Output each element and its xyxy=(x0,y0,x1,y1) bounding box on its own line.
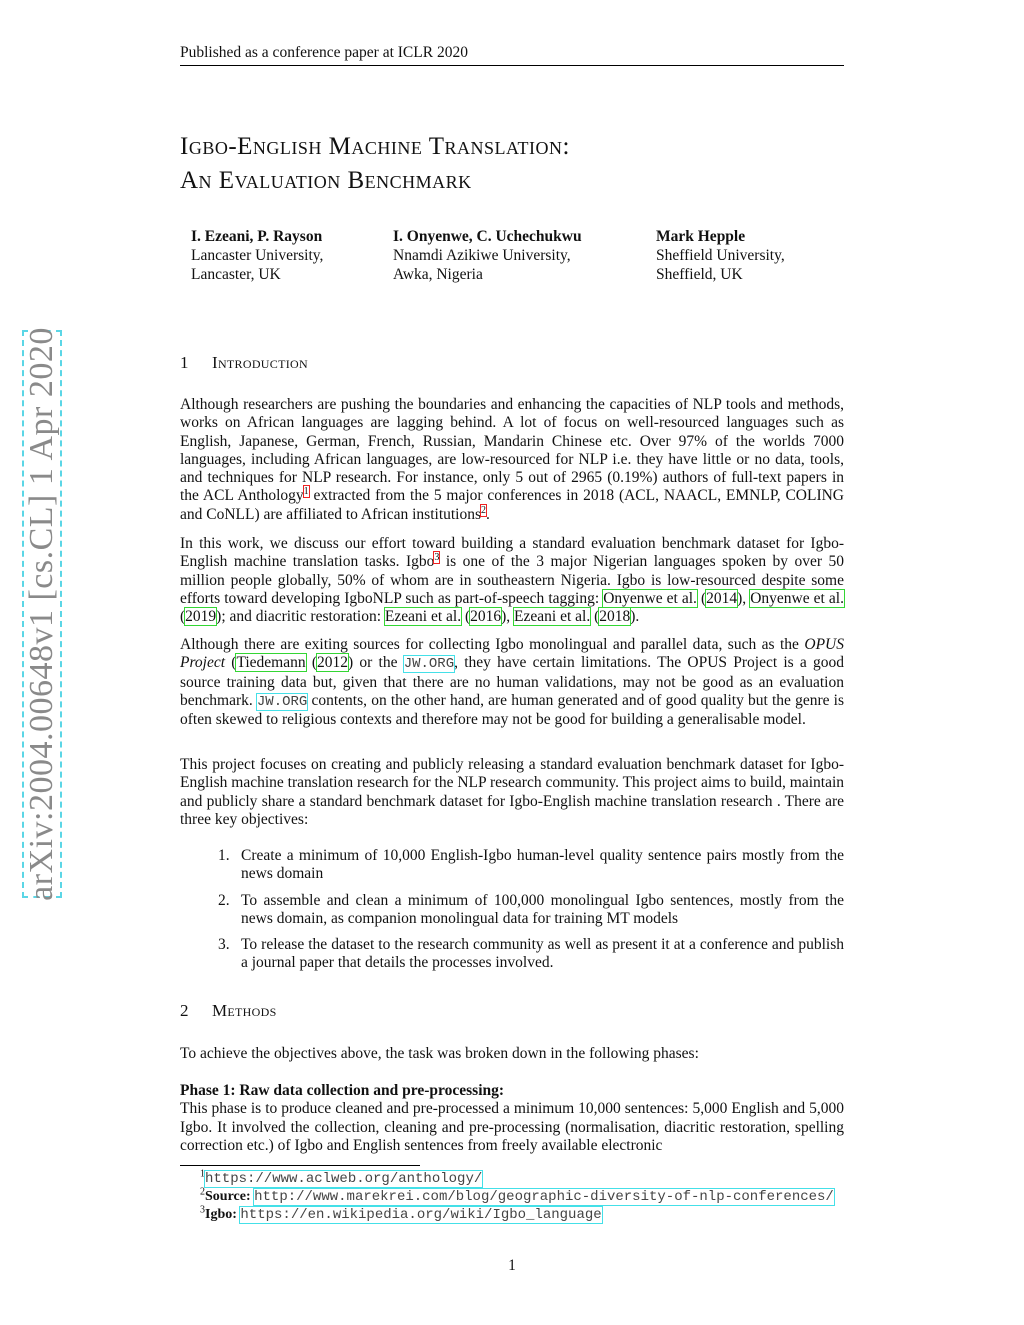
arxiv-stamp-label: arXiv:2004.00648v1 [cs.CL] 1 Apr 2020 xyxy=(23,327,60,901)
author-affiliation: Sheffield University, xyxy=(656,247,785,264)
list-number: 1. xyxy=(218,847,230,864)
author-location: Awka, Nigeria xyxy=(393,266,483,283)
phase-1-text: This phase is to produce cleaned and pre-processed a minimum 10,000 sentences: 5,000 English and 5,000 Igbo. It involved the collection, cleaning and pre-processing (normalisation, diacritic restoration, spelling correction etc.) of Igbo and English sentences from freely available electronic xyxy=(180,1100,844,1154)
section-title: Introduction xyxy=(212,353,308,372)
footnote-number: 3 xyxy=(200,1204,205,1216)
list-item xyxy=(218,892,844,929)
opus-project-term: OPUS Project xyxy=(180,636,844,672)
citation-link-ezeani-2016[interactable]: Ezeani et al. xyxy=(384,608,462,626)
author-names: I. Ezeani, P. Rayson xyxy=(191,228,323,245)
footnote-ref-3[interactable]: 3 xyxy=(434,552,440,564)
footnote-2 xyxy=(200,1188,900,1206)
footnote-3 xyxy=(200,1206,900,1224)
footnote-number: 1 xyxy=(200,1168,205,1180)
footnote-1 xyxy=(200,1170,900,1188)
list-item-text: To release the dataset to the research community as well as present it at a conference and publish a journal paper that details the processes involved. xyxy=(241,936,844,972)
section-number: 2 xyxy=(180,1001,189,1020)
intro-paragraph-2: In this work, we discuss our effort toward building a standard evaluation benchmark dataset for Igbo-English machine translation tasks. Igbo$^3$ is one of the 3 major Nigerian languages spoken by over 50 million people globally, 50% of whom are in southeastern Nigeria. Igbo is low-resourced despite some efforts toward developing IgboNLP such as part-of-speech tagging: Onyenwe et al. (2014), Onyenwe et al. (2019); and diacritic restoration: Ezeani et al. (2016), Ezeani et al. (2018). xyxy=(180,535,844,626)
text-run: , they have certain limitations. The OPUS Project is a good source training data but, given that there are no human validations, may not be good as an evaluation benchmark. xyxy=(180,654,845,709)
text-run: In this work, we discuss our effort toward building a standard evaluation benchmark dataset for Igbo-English machine translation tasks. Igbo xyxy=(180,535,844,571)
citation-link-ezeani-2018[interactable]: Ezeani et al. xyxy=(514,608,591,626)
text-run: Although researchers are pushing the boundaries and enhancing the capacities of NLP tools and methods, works on African languages are lagging behind. A lot of focus on well-resourced languages such as English, Japanese, German, French, Russian, Mandarin Chinese etc. Over 97% of the worlds 7000 languages, including African languages, are low-resourced for NLP i.e. they have little or no data, tools, and techniques for NLP research. For instance, only 5 out of 2965 (0.19%) authors of full-text papers in the ACL Anthology xyxy=(180,396,844,505)
citation-link-tiedemann[interactable]: Tiedemann xyxy=(236,654,306,672)
footnotes xyxy=(200,1170,900,1224)
title-line-1: Igbo-English Machine Translation: xyxy=(180,133,570,160)
citation-year-2019[interactable]: 2019 xyxy=(185,608,217,626)
author-affiliation: Nnamdi Azikiwe University, xyxy=(393,247,571,264)
title-line-2: An Evaluation Benchmark xyxy=(180,167,472,194)
text-run: . xyxy=(486,505,490,523)
author-block-3 xyxy=(656,227,785,284)
footnote-label: Source: xyxy=(205,1189,251,1204)
arxiv-stamp[interactable] xyxy=(22,327,62,901)
footnote-number: 2 xyxy=(200,1186,205,1198)
jw-org-link[interactable]: JW.ORG xyxy=(403,656,455,673)
section-heading-introduction xyxy=(180,353,308,373)
footnote-link-marekrei[interactable]: http://www.marekrei.com/blog/geographic-diversity-of-nlp-conferences/ xyxy=(254,1189,834,1205)
footnote-link-acl-anthology[interactable]: https://www.aclweb.org/anthology/ xyxy=(205,1171,483,1187)
text-run: Although there are exiting sources for collecting Igbo monolingual and parallel data, such as the xyxy=(180,636,805,653)
author-location: Sheffield, UK xyxy=(656,266,743,283)
author-affiliation: Lancaster University, xyxy=(191,247,324,264)
citation-year-2016[interactable]: 2016 xyxy=(470,608,502,626)
intro-paragraph-3: Although there are exiting sources for collecting Igbo monolingual and parallel data, such as the OPUS Project (Tiedemann (2012) or the JW.ORG, they have certain limitations. The OPUS Project is a good source training data but, given that there are no human validations, may not be good as an evaluation benchmark. JW.ORG contents, on the other hand, are human generated and of good quality but the genre is often skewed to religious contexts and therefore may not be good for building a generalisable model. xyxy=(180,636,845,729)
list-item-text: Create a minimum of 10,000 English-Igbo human-level quality sentence pairs mostly from the news domain xyxy=(241,847,844,883)
citation-year-2012[interactable]: 2012 xyxy=(317,654,349,672)
list-number: 2. xyxy=(218,891,230,909)
text-run: ) or the xyxy=(348,654,404,672)
methods-phase-1 xyxy=(180,1082,844,1155)
objectives-list xyxy=(218,847,844,981)
author-block-2 xyxy=(393,227,582,284)
list-number: 3. xyxy=(218,936,230,954)
page-number: 1 xyxy=(508,1257,516,1274)
phase-1-title: Phase 1: Raw data collection and pre-processing: xyxy=(180,1082,505,1099)
list-item xyxy=(218,847,844,884)
footnote-link-wikipedia-igbo[interactable]: https://en.wikipedia.org/wiki/Igbo_language xyxy=(240,1207,602,1223)
citation-year-2018[interactable]: 2018 xyxy=(599,608,631,626)
running-header: Published as a conference paper at ICLR 2020 xyxy=(180,44,844,66)
footnote-label: Igbo: xyxy=(205,1207,237,1222)
intro-paragraph-4: This project focuses on creating and publicly releasing a standard evaluation benchmark dataset for Igbo-English machine translation research for the NLP research community. This project aims to build, maintain and publicly share a standard benchmark dataset for Igbo-English machine translation research . There are three key objectives: xyxy=(180,756,844,828)
paper-title xyxy=(180,130,844,198)
text-run: ). xyxy=(630,608,640,626)
section-title: Methods xyxy=(212,1001,277,1020)
author-names: Mark Hepple xyxy=(656,228,746,245)
author-location: Lancaster, UK xyxy=(191,266,281,283)
footnote-ref-1[interactable]: 1 xyxy=(303,486,309,498)
text-run: is one of the 3 major Nigerian languages spoken by over 50 million people globally, 50% of whom are in southeastern Nigeria. Igbo is low-resourced despite some efforts toward developing IgboNLP such as part-of-speech tagging: xyxy=(180,553,844,607)
footnote-divider xyxy=(180,1165,420,1166)
list-item xyxy=(218,936,844,973)
footnote-ref-2[interactable]: 2 xyxy=(481,504,487,516)
section-heading-methods xyxy=(180,1001,277,1021)
methods-paragraph-1: To achieve the objectives above, the task was broken down in the following phases: xyxy=(180,1045,699,1062)
intro-paragraph-1 xyxy=(180,396,844,524)
author-block-1 xyxy=(191,227,323,284)
citation-year-2014[interactable]: 2014 xyxy=(706,589,738,607)
citation-link-onyenwe-2014[interactable]: Onyenwe et al. xyxy=(603,589,697,607)
list-item-text: To assemble and clean a minimum of 100,000 monolingual Igbo sentences, mostly from the news domain, as companion monolingual data for training MT models xyxy=(241,891,844,927)
citation-link-onyenwe-2019[interactable]: Onyenwe et al. xyxy=(750,589,844,607)
text-run: contents, on the other hand, are human generated and of good quality but the genre is often skewed to religious contexts and therefore may not be good for building a generalisable model. xyxy=(180,691,844,729)
author-names: I. Onyenwe, C. Uchechukwu xyxy=(393,228,582,245)
text-run: extracted from the 5 major conferences in 2018 (ACL, NAACL, EMNLP, COLING and CoNLL) are affiliated to African institutions xyxy=(180,487,844,523)
jw-org-link[interactable]: JW.ORG xyxy=(256,693,308,710)
section-number: 1 xyxy=(180,353,189,372)
text-run: ; and diacritic restoration: xyxy=(221,608,385,626)
